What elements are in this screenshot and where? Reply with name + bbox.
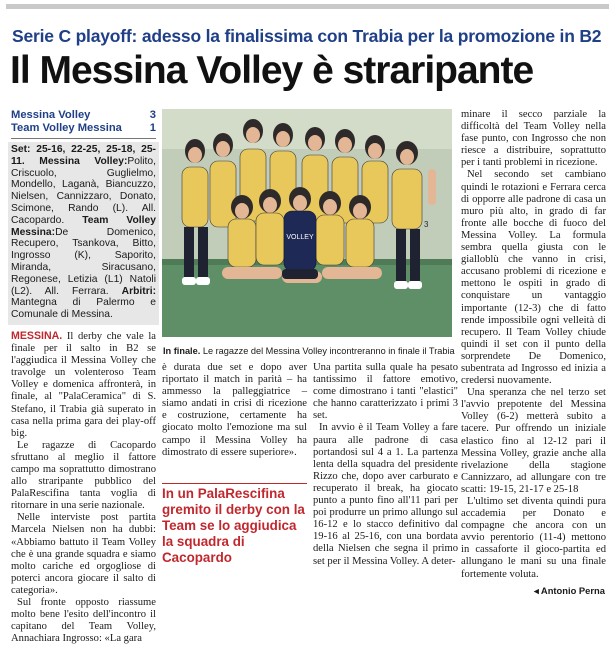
headline: Il Messina Volley è straripante: [10, 49, 534, 92]
photo-block: [162, 109, 452, 347]
team-2-score: 1: [149, 122, 156, 134]
team-1-lineup-label: Messina Volley:: [39, 155, 128, 167]
article-column-4: [461, 109, 606, 581]
article-paragraph: Nelle interviste post partita Marcela Nielsen non ha dubbi: «Abbiamo battuto il Team Volley che è una grande squadra e siamo molto cariche ed orgogliose di poterci ancora giocare il salto di categoria».: [11, 512, 156, 596]
score-divider: [11, 138, 156, 139]
article-column-2: [162, 362, 307, 459]
article-paragraph: è durata due set e dopo aver riportato il match in parità – ha ammesso la palleggiatrice – siamo andati in crisi di ricezione e costruzione, certamente ha giocato molto l'emozione ma sul campo il Messina Volley ha dimostrato di essere superiore».: [162, 362, 307, 458]
jersey-number: 3: [424, 220, 429, 229]
article-column-1: [11, 330, 156, 645]
article-paragraph: Una partita sulla quale ha pesato tantissimo il fattore emotivo, come dimostrano i tanti "elastici" che hanno caratterizzato i primi 3 set.: [313, 362, 458, 422]
score-row-1: [11, 109, 156, 122]
referees: Mantegna di Palermo e Comunale di Messina.: [11, 297, 156, 321]
team-2-lineup: De Domenico, Recupero, Tsankova, Bitto, Ingrosso (K), Saporito, Miranda, Siracusano, Regonese, Letizia (L1) Natoli (L2). All. Ferrara.: [11, 226, 156, 297]
caption-text: Le ragazze del Messina Volley incontreranno in finale il Trabia: [202, 346, 455, 356]
team-photo-illustration: [162, 109, 452, 337]
article-paragraph: minare il secco parziale la difficoltà del Team Volley nella fase punto, con Ingrosso che non riesce a distribuire, soprattutto per i tanti problemi in ricezione.: [461, 109, 606, 169]
team-1-name: Messina Volley: [11, 109, 91, 121]
article-paragraph: MESSINA. Il derby che vale la finale per il salto in B2 se l'aggiudica il Messina Volley che travolge un volenteroso Team Volley e domenica affronterà, in finale, al "PalaCeramica" di S. Stefano, il Trabia già superato in casa nella prima gara dei play-off big.: [11, 329, 156, 439]
front-row-players: [222, 187, 382, 283]
article-paragraph: Le ragazze di Cacopardo sfruttano al meglio il fattore campo ma soprattutto dimostrano allo straripante pubblico del PalaRescifina tanta voglia di ritornare in una serie nazionale.: [11, 439, 156, 512]
team-2-lineup-label: Team Volley Messina:: [11, 214, 156, 238]
kicker: Serie C playoff: adesso la finalissima con Trabia per la promozione in B2: [12, 26, 602, 46]
article-paragraph: Sul fronte opposto riassume molto bene l'esito dell'incontro il capitano del Team Volley, Annachiara Ingrosso: «La gara: [11, 597, 156, 645]
pull-quote-rule: [162, 483, 307, 484]
match-info: [11, 144, 156, 321]
top-rule: [6, 4, 609, 9]
sets-label: Set:: [11, 144, 31, 155]
caption-label: In finale.: [163, 346, 201, 356]
score-row-2: [11, 122, 156, 135]
pull-quote: In un PalaRescifina gremito il derby con la Team se lo aggiudica la squadra di Cacopardo: [162, 486, 305, 565]
dateline: MESSINA.: [11, 329, 63, 342]
author-signature: [534, 585, 605, 597]
article-column-3: [313, 362, 458, 568]
team-1-lineup: Polito, Criscuolo, Guglielmo, Mondello, Laganà, Biancuzzo, Nielsen, Cannizzaro, Donato, Scimone, Rando (L). All. Cacopardo.: [11, 155, 156, 226]
match-info-box: [8, 142, 159, 325]
team-2-name: Team Volley Messina: [11, 122, 122, 134]
author-arrow-icon: ◂: [533, 585, 539, 596]
referees-label: Arbitri:: [121, 285, 156, 297]
article-paragraph: Nel secondo set cambiano quindi le rotazioni e Ferrara cerca di opporre alle padrone di casa un muro più alto, in grado di far fronte alle bocche di fuoco del Messina Volley. La formula sembra quella giusta con le gialloblù che vanno in crisi, accusano problemi di ricezione e mettono le ospiti in grado di conquistare un vantaggio importante (12-3) che di fatto rende impossibile ogni velleità di recupero. Il Team Volley chiude quindi il set con il punto della sorprendete De Domenico, subentrata ad Ingrosso ed inizia a credersi nuovamente.: [461, 169, 606, 387]
article-paragraph: Una speranza che nel terzo set l'avvio prepotente del Messina Volley (6-2) metterà subito a tacere. Pur offrendo un iniziale elastico fino al 12-12 pari il Messina Volley, grazie anche alla rivelazione della stagione Cannizzaro, ad allungare con tre scatti: 19-15, 21-17 e 25-18: [461, 387, 606, 495]
jersey-text: VOLLEY: [286, 234, 314, 241]
author-name: Antonio Perna: [540, 585, 605, 596]
sets-values: 25-16, 22-25, 25-18, 25-11.: [11, 144, 156, 167]
team-photo: [162, 109, 452, 337]
photo-caption: [163, 346, 455, 357]
team-1-score: 3: [149, 109, 156, 121]
scoreboard: [11, 109, 156, 135]
left-column: [11, 109, 156, 645]
article-paragraph: L'ultimo set diventa quindi pura accademia per Donato e compagne che ancora con un avvio perentorio (11-4) mettono in cassaforte il gioco-partita ed allungano le mani su una finale fortemente voluta.: [461, 496, 606, 580]
article-paragraph: In avvio è il Team Volley a fare paura alle padrone di casa portandosi sul 4 a 1. La partenza lenta della squadra del presidente Rizzo che, dopo aver carburato e recuperato il break, ha giocato punto a punto fino all'11 pari per poi produrre un primo allungo sul 16-12 e lo stacco definitivo dal 19-16 al 25-16, con una bordata della Nielsen che segna il primo set per il Messina Volley. A deter-: [313, 422, 458, 567]
